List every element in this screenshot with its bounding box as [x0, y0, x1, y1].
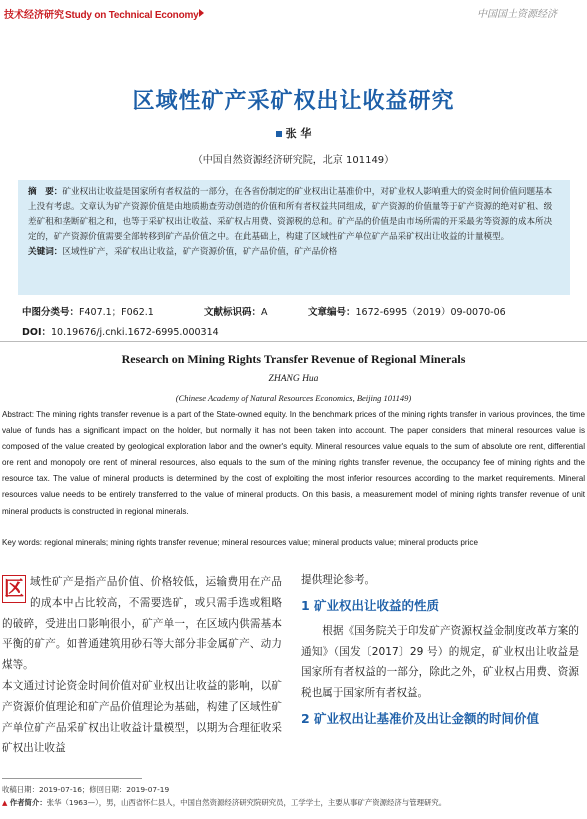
divider: [0, 341, 587, 342]
doi-value: 10.19676/j.cnki.1672-6995.000314: [51, 327, 219, 338]
section-label-en: Study on Technical Economy: [65, 10, 199, 21]
author-marker-icon: [276, 131, 282, 137]
doc-code-value: A: [261, 307, 268, 318]
doi-label: DOI：: [22, 327, 51, 338]
doc-code: [204, 304, 268, 318]
keywords-cn: [28, 245, 560, 260]
english-affiliation: (Chinese Academy of Natural Resources Economics, Beijing 101149): [175, 393, 412, 403]
article-number: [308, 304, 506, 318]
article-number-value: 1672-6995（2019）09-0070-06: [355, 307, 506, 318]
header-arrow-icon: [199, 9, 204, 17]
english-abstract: [0, 407, 587, 520]
footnote-divider: [2, 778, 142, 779]
affiliation: （中国自然资源经济研究院，北京 101149）: [192, 155, 395, 166]
section-label-cn: 技术经济研究: [4, 10, 64, 21]
english-abstract-text: The mining rights transfer revenue is a part of the State-owned equity. In the benchmark prices of the mining rights transfer in various provinces, the time value of funds has a significant impact on the holder, but normally it has not been taken into account. The paper considers that mineral resources value is composed of the value created by geological exploration labor and the owner's equity. Mineral resources value equals to the sum of absolute ore rent, differential ore rent and monopoly ore rent of mineral resources, also equals to the sum of the mining rights transfer revenue, the occupancy fee of mining rights and the resource tax. The value of mineral products is determined by the cost of exploiting the most inferior resources according to the market requirements. Mineral resources value needs to be entirely transferred to the value of mineral products. On this basis, a measurement model of mining rights transfer revenue of unit mineral products is constructed in regional minerals.: [2, 410, 585, 516]
doc-code-label: 文献标识码：: [204, 307, 262, 318]
keywords-cn-label: 关键词：: [28, 247, 63, 257]
english-keywords-text: regional minerals; mining rights transfer revenue; mineral resources value; mineral products value; mineral products price: [44, 538, 478, 547]
triangle-icon: ▲: [2, 798, 8, 807]
keywords-cn-text: 区域性矿产，采矿权出让收益，矿产资源价值，矿产品价值，矿产品价格: [62, 247, 338, 257]
paper-title: 区域性矿产采矿权出让收益研究: [132, 89, 455, 114]
abstract-cn-text: 矿业权出让收益是国家所有者权益的一部分，在各省份制定的矿业权出让基准价中，对矿业权人影响重大的资金时间价值问题基本上没有考虑。文章认为矿产资源价值是由地质勘查劳动创造的价值和所有者权益共同组成，矿产资源的价值量等于矿产资源的绝对矿租、级差矿租和垄断矿租之和，也等于采矿权出让收益、采矿权占用费、资源税的总和。矿产品的价值是由市场所需的开采最劣等资源的成本所决定的，矿产资源价值需要全部转移到矿产品价值之中。在此基础上，构建了区域性矿产单位矿产品采矿权出让收益的计量模型。: [28, 187, 553, 242]
section-label: [4, 6, 199, 21]
intro-paragraph: [2, 572, 282, 676]
clc: [22, 304, 154, 318]
author-line: [0, 125, 587, 141]
drop-cap: 区: [2, 575, 26, 603]
english-author: ZHANG Hua: [268, 374, 319, 384]
intro-text: 域性矿产是指产品价值、价格较低，运输费用在产品的成本中占比较高，不需要选矿，或只需手选或粗略的破碎，受进出口影响很小，矿产单一，在区域内供需基本平衡的矿产。如普通建筑用砂石等大部分非金属矿产、动力煤等。: [2, 576, 282, 672]
clc-label: 中图分类号：: [22, 307, 80, 318]
author-name: 张 华: [285, 127, 312, 140]
article-number-label: 文章编号：: [308, 307, 356, 318]
continuation-text: 提供理论参考。: [301, 574, 376, 586]
journal-name: 中国国土资源经济: [477, 9, 557, 20]
received-dates: 收稿日期：2019-07-16；修回日期：2019-07-19: [2, 785, 170, 794]
section-1-paragraph: 根据《国务院关于印发矿产资源权益金制度改革方案的通知》（国发〔2017〕29 号）的规定，矿业权出让收益是国家所有者权益的一部分，除此之外，矿业权占用费、资源税也属于国家所有者权益。: [301, 624, 579, 700]
abstract-cn-box: [18, 180, 570, 295]
author-bio-text: 张华（1963—），男，山西省怀仁县人，中国自然资源经济研究院研究员，工学学士，主要从事矿产资源经济与管理研究。: [46, 797, 447, 807]
abstract-cn-label: 摘 要：: [28, 187, 63, 197]
english-keywords: [0, 538, 587, 547]
doi-line: [22, 324, 219, 338]
body-paragraph: 本文通过讨论资金时间价值对矿业权出让收益的影响，以矿产资源价值理论和矿产品价值理论为基础，构建了区域性矿产单位矿产品采矿权出让收益计量模型，以期为合理征收采矿权出让收益: [2, 679, 282, 755]
english-title: Research on Mining Rights Transfer Revenue of Regional Minerals: [121, 352, 466, 366]
section-heading-1: 1 矿业权出让收益的性质: [301, 597, 440, 613]
running-header: [0, 0, 587, 30]
abstract-cn: [28, 185, 560, 245]
body-right-column: [301, 570, 579, 734]
author-bio: [2, 797, 585, 810]
section-heading-2: 2 矿业权出让基准价及出让金额的时间价值: [301, 710, 540, 726]
footnote: [2, 784, 585, 809]
author-bio-label: 作者简介：: [9, 797, 47, 807]
body-left-column: [2, 572, 282, 759]
clc-value: F407.1；F062.1: [79, 307, 154, 318]
english-abstract-label: Abstract:: [2, 410, 34, 419]
english-keywords-label: Key words:: [2, 538, 43, 547]
